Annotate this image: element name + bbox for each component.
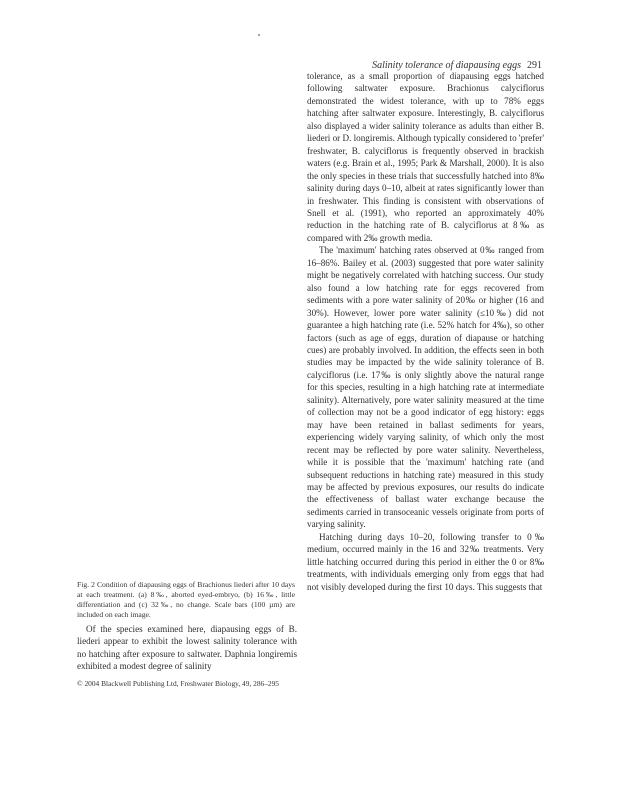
page-number: 291 xyxy=(527,60,542,71)
body-paragraph: The 'maximum' hatching rates observed at 0‰ ranged from 16–86%. Bailey et al. (2003) suggested that pore water salinity might be negatively correlated with hatching success. Our study also found a low hatching rate for eggs recovered from sediments with a pore water salinity of 20‰ or higher (16 and 30%). However, lower pore water salinity (≤10‰) did not guarantee a high hatching rate (i.e. 52% hatch for 4‰), so other factors (such as age of eggs, duration of diapause or hatching cues) are probably involved. In addition, the effects seen in both studies may be impacted by the wide salinity tolerance of B. calyciflorus (i.e. 17‰ is only slightly above the natural range for this species, resulting in a high hatching rate at intermediate salinity). Alternatively, pore water salinity measured at the time of collection may not be a good indicator of egg history: eggs may have been retained in ballast sediments for years, experiencing widely varying salinity, of which only the most recent may be reflected by pore water salinity. Nevertheless, while it is possible that the 'maximum' hatching rate (and subsequent reductions in hatching rate) measured in this study may be affected by previous exposures, our results do indicate the effectiveness of ballast water exchange because the sediments carried in transoceanic vessels originate from ports of varying salinity. xyxy=(307,245,544,530)
body-paragraph: tolerance, as a small proportion of diapausing eggs hatched following saltwater exposure. Brachionus calyciflorus demonstrated the widest tolerance, with up to 78% eggs hatching after saltwater exposure. Interestingly, B. calyciflorus also displayed a wider salinity tolerance as adults than either B. liederi or D. longiremis. Although typically considered to 'prefer' freshwater, B. calyciflorus is frequently observed in brackish waters (e.g. Brain et al., 1995; Park & Marshall, 2000). It is also the only species in these trials that successfully hatched into 8‰ salinity during days 0–10, albeit at rates significantly lower than in freshwater. This finding is consistent with observations of Snell et al. (1991), who reported an approximately 40% reduction in the hatching rate of B. calyciflorus at 8‰ as compared with 2‰ growth media. xyxy=(307,71,544,243)
figure-caption: Fig. 2 Condition of diapausing eggs of Brachionus liederi after 10 days at each treatment. (a) 8‰, aborted eyed-embryo, (b) 16‰, little differentiation and (c) 32‰, no change. Scale bars (100 µm) are included on each image. xyxy=(77,580,295,619)
body-paragraph: Hatching during days 10–20, following transfer to 0‰ medium, occurred mainly in the 16 and 32‰ treatments. Very little hatching occurred during this period in either the 0 or 8‰ treatments, with individuals emerging only from eggs that had not visibly developed during the first 10 days. This suggests that xyxy=(307,531,544,592)
body-paragraph: Of the species examined here, diapausing eggs of B. liederi appear to exhibit the lowest salinity tolerance with no hatching after exposure to saltwater. Daphnia longiremis exhibited a modest degree of salinity xyxy=(77,624,297,672)
scan-speck xyxy=(258,34,260,36)
right-column xyxy=(307,70,544,593)
copyright-footer: © 2004 Blackwell Publishing Ltd, Freshwater Biology, 49, 286–295 xyxy=(77,679,280,688)
left-column xyxy=(77,623,297,673)
running-title: Salinity tolerance of diapausing eggs xyxy=(372,60,521,71)
